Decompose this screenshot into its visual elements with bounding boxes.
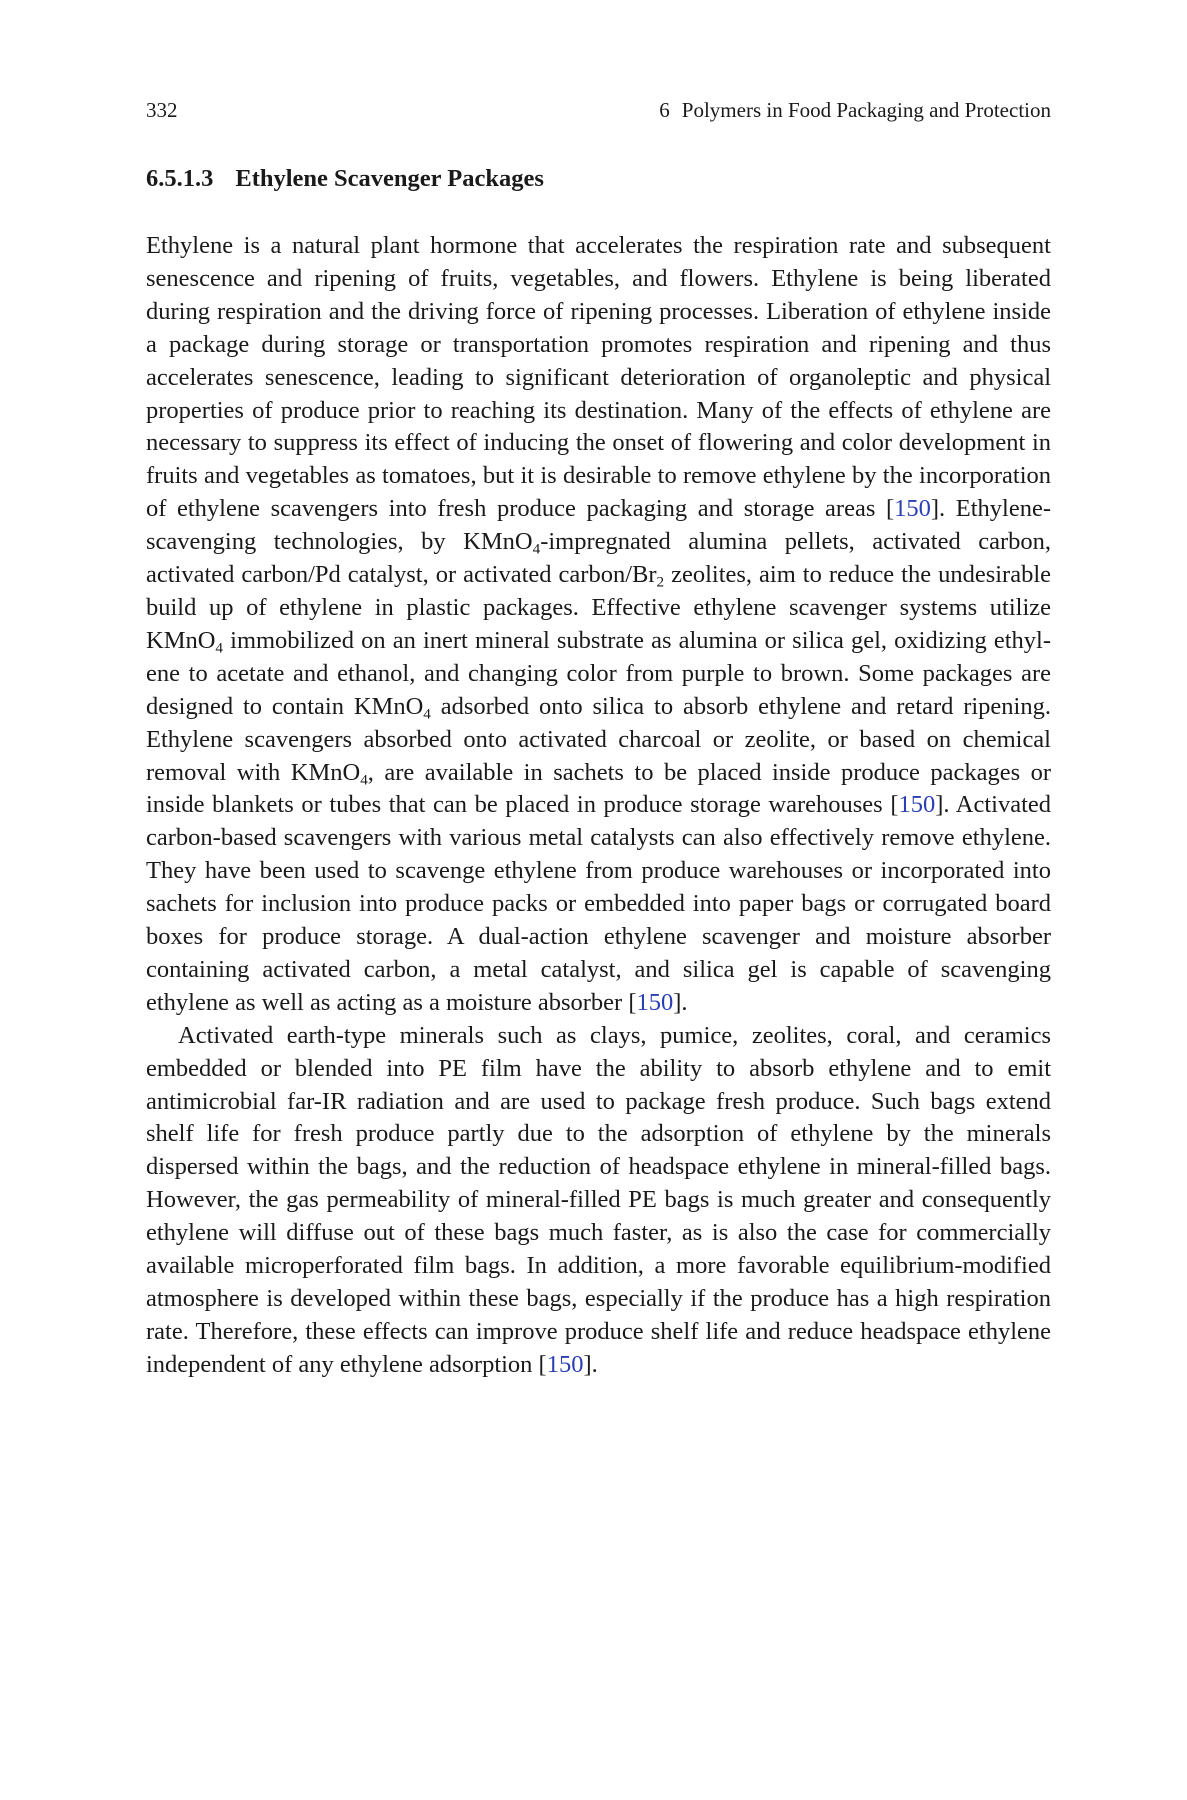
paragraph-2	[146, 1020, 1051, 1382]
body-text	[146, 230, 1051, 1382]
subscript: 4	[532, 540, 541, 558]
text-run: zeolites, aim to reduce the undesirable build up of ethylene in plastic packages. Effective ethylene scavenger systems utilize KMnO	[146, 561, 1051, 654]
chapter-title-text: Polymers in Food Packaging and Protection	[681, 98, 1051, 122]
chapter-number: 6	[659, 98, 670, 122]
running-header	[146, 96, 1051, 124]
subscript: 4	[215, 639, 224, 657]
citation-link[interactable]: 150	[894, 495, 931, 523]
text-run: ].	[583, 1350, 598, 1378]
paragraph-1	[146, 230, 1051, 1020]
subscript: 4	[360, 770, 368, 788]
section-number: 6.5.1.3	[146, 165, 214, 192]
text-run: Activated earth-type minerals such as clays, pumice, zeolites, coral, and ceramics embedded or blended into PE film have the ability to absorb ethylene and to emit antimicrobial far-IR radiation and are used to package fresh produce. Such bags extend shelf life for fresh produce partly due to the adsorption of ethylene by the minerals dispersed within the bags, and the reduction of headspace ethylene in mineral-filled bags. However, the gas permeability of mineral-filled PE bags is much greater and consequently ethylene will diffuse out of these bags much faster, as is also the case for commercially available microperforated film bags. In addition, a more favorable equilibrium-modified atmosphere is developed within these bags, especially if the produce has a high respiration rate. Therefore, these effects can improve produce shelf life and reduce headspace ethylene independent of any ethylene adsorption [	[146, 1021, 1051, 1378]
text-run: immobilized on an inert mineral substrate as alumina or silica gel, oxidizing ethylene to acetate and ethanol, and changing color from purple to brown. Some packages are designed to contain KMnO	[146, 626, 1051, 720]
text-run: ]. Activated carbon-based scavengers with various metal catalysts can also effectively remove ethylene. They have been used to scavenge ethylene from produce warehouses or incorporated into sachets for inclusion into produce packs or embedded into paper bags or corrugated board boxes for produce storage. A dual-action ethylene scavenger and moisture absorber containing activated carbon, a metal catalyst, and silica gel is capable of scavenging ethylene as well as acting as a moisture absorber [	[146, 791, 1052, 1016]
subscript: 2	[656, 573, 665, 591]
text-run: Ethylene is a natural plant hormone that accelerates the respiration rate and subsequent senescence and ripening of fruits, vegetables, and flowers. Ethylene is being liberated during respiration and the driving force of ripening processes. Liberation of ethylene inside a package during storage or transportation promotes respiration and ripening and thus accelerates senescence, leading to significant deterioration of organoleptic and physical properties of produce prior to reaching its destination. Many of the effects of ethylene are necessary to suppress its effect of inducing the onset of flowering and color development in fruits and vegetables as tomatoes, but it is desirable to remove ethylene by the incorporation of ethylene scavengers into fresh produce packaging and storage areas [	[146, 232, 1051, 523]
page-number: 332	[146, 98, 178, 122]
text-run: -impregnated alumina pellets, activated carbon, activated carbon/Pd catalyst, or activated carbon/Br	[146, 528, 1051, 589]
text-run: ].	[673, 988, 688, 1016]
chapter-running-title	[659, 96, 1051, 124]
subscript: 4	[423, 704, 431, 722]
text-run: , are available in sachets to be placed inside produce packages or inside blankets or tubes that can be placed in produce storage warehouses [	[146, 758, 1051, 819]
citation-link[interactable]: 150	[636, 988, 674, 1016]
text-run: adsorbed onto silica to absorb ethylene and retard ripening. Ethylene scavengers absorbed onto activated charcoal or zeolite, or based on chemical removal with KMnO	[146, 692, 1051, 786]
citation-link[interactable]: 150	[898, 791, 936, 819]
section-title: Ethylene Scavenger Packages	[235, 165, 544, 192]
text-run: ]. Ethylene-scavenging technologies, by KMnO	[146, 495, 1051, 556]
section-heading	[146, 164, 544, 194]
citation-link[interactable]: 150	[546, 1350, 584, 1378]
